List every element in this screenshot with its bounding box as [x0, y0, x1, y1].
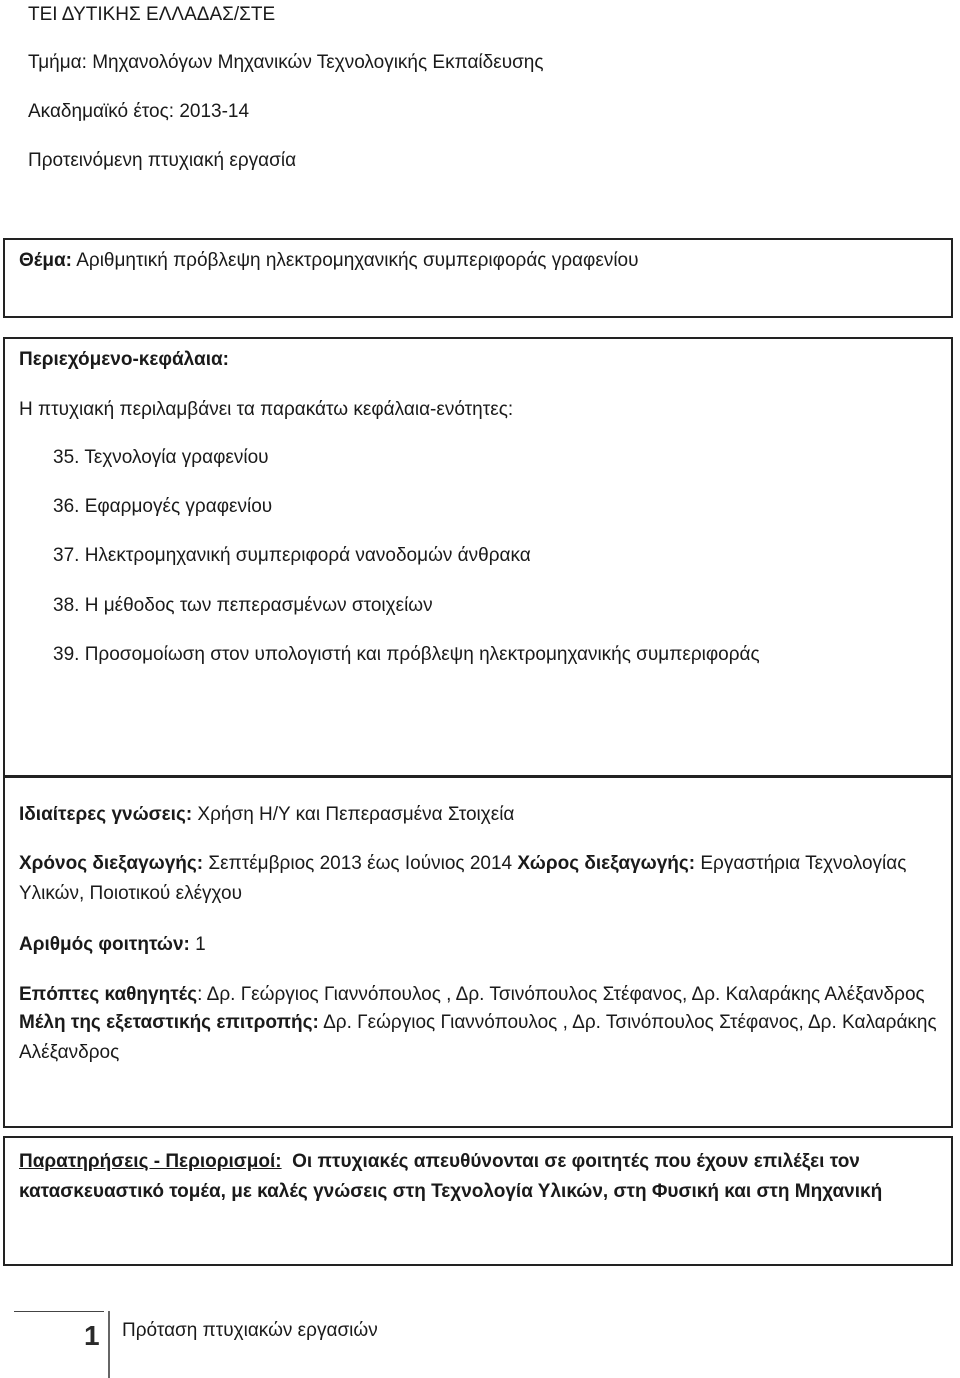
chapter-item: 39. Προσομοίωση στον υπολογιστή και πρόβλεψη ηλεκτρομηχανικής συμπεριφοράς: [53, 644, 760, 665]
remarks-label: Παρατηρήσεις - Περιορισμοί:: [19, 1151, 282, 1172]
footer-title: Πρόταση πτυχιακών εργασιών: [122, 1320, 378, 1341]
subject-line: [19, 250, 639, 272]
footer-rule: [14, 1311, 104, 1312]
remarks-paragraph: [19, 1147, 939, 1207]
place-value: Εργαστήρια Τεχνολογίας Υλικών, Ποιοτικού ελέγχου: [19, 853, 907, 904]
committee-value: Δρ. Γεώργιος Γιαννόπουλος , Δρ. Τσινόπουλος Στέφανος, Δρ. Καλαράκης Αλέξανδρος: [19, 1012, 937, 1063]
students-line: [19, 934, 206, 956]
contents-label: Περιεχόμενο-κεφάλαια:: [19, 349, 229, 370]
committee-paragraph: [19, 1008, 939, 1068]
chapter-item: 38. Η μέθοδος των πεπερασμένων στοιχείων: [53, 595, 433, 616]
contents-intro: Η πτυχιακή περιλαμβάνει τα παρακάτω κεφάλαια-ενότητες:: [19, 399, 514, 420]
supervisors-line: [19, 984, 925, 1006]
academic-year-line: Ακαδημαϊκό έτος: 2013-14: [28, 101, 250, 122]
chapter-item: 35. Τεχνολογία γραφενίου: [53, 447, 269, 468]
doc-type-line: Προτεινόμενη πτυχιακή εργασία: [28, 150, 297, 171]
time-place-paragraph: [19, 849, 939, 909]
page-number: 1: [84, 1320, 100, 1351]
department-line: Τμήμα: Μηχανολόγων Μηχανικών Τεχνολογικής Εκπαίδευσης: [28, 52, 544, 73]
institution-line: ΤΕΙ ΔΥΤΙΚΗΣ ΕΛΛΑΔΑΣ/ΣΤΕ: [28, 4, 276, 25]
chapter-item: 36. Εφαρμογές γραφενίου: [53, 496, 273, 517]
footer-divider: [108, 1311, 110, 1378]
students-value: 1: [189, 934, 206, 955]
skills-value: Χρήση Η/Υ και Πεπερασμένα Στοιχεία: [192, 804, 515, 825]
skills-line: [19, 804, 514, 826]
place-label: Χώρος διεξαγωγής:: [517, 853, 696, 874]
time-value: Σεπτέμβριος 2013 έως Ιούνιος 2014: [203, 853, 518, 874]
supervisors-label: Επόπτες καθηγητές: [19, 984, 198, 1005]
contents-box: [3, 337, 953, 777]
remarks-box: [3, 1136, 953, 1266]
subject-label: Θέμα:: [19, 250, 72, 271]
subject-box: [3, 238, 953, 318]
time-label: Χρόνος διεξαγωγής:: [19, 853, 204, 874]
students-label: Αριθμός φοιτητών:: [19, 934, 190, 955]
subject-value: Αριθμητική πρόβλεψη ηλεκτρομηχανικής συμπεριφοράς γραφενίου: [71, 250, 639, 271]
committee-label: Μέλη της εξεταστικής επιτροπής:: [19, 1012, 319, 1033]
details-box: [3, 776, 953, 1128]
remarks-value: Οι πτυχιακές απευθύνονται σε φοιτητές που έχουν επιλέξει τον κατασκευαστικό τομέα, με καλές γνώσεις στη Τεχνολογία Υλικών, στη Φυσική και στη Μηχανική: [19, 1151, 883, 1202]
supervisors-value: : Δρ. Γεώργιος Γιαννόπουλος , Δρ. Τσινόπουλος Στέφανος, Δρ. Καλαράκης Αλέξανδρος: [197, 984, 925, 1005]
chapter-item: 37. Ηλεκτρομηχανική συμπεριφορά νανοδομών άνθρακα: [53, 545, 531, 566]
skills-label: Ιδιαίτερες γνώσεις:: [19, 804, 193, 825]
